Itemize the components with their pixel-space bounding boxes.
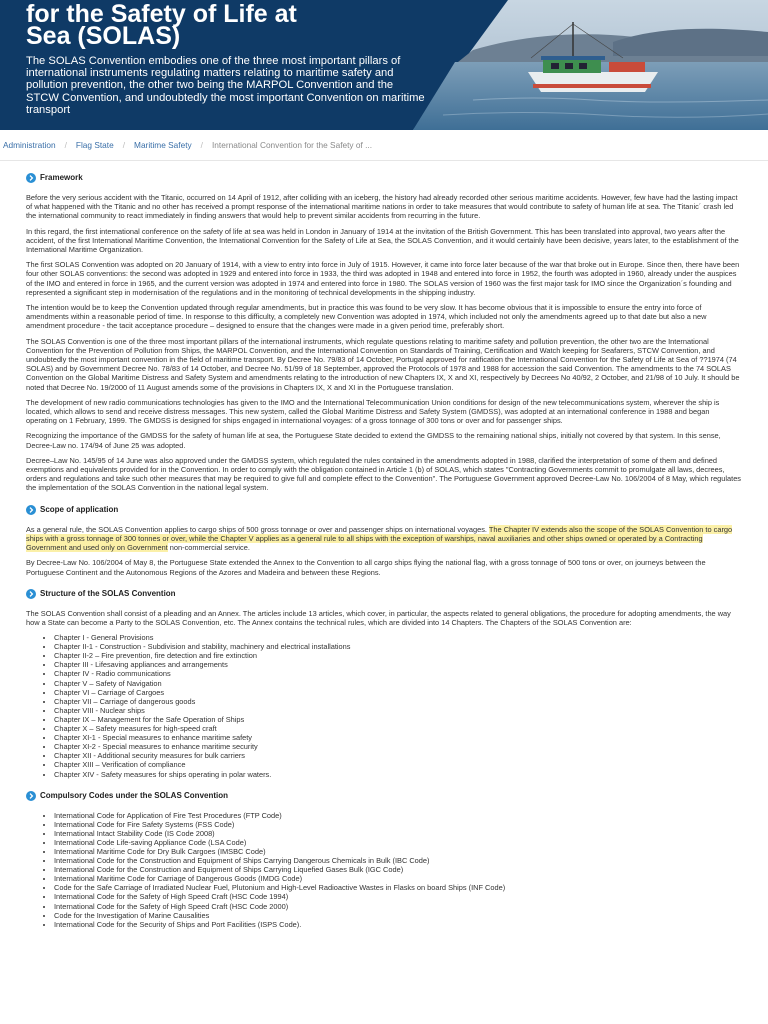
section-heading-structure <box>26 589 742 599</box>
paragraph-text: non-commercial service. <box>167 543 250 553</box>
paragraph <box>26 525 742 553</box>
paragraph: Before the very serious accident with the Titanic, occurred on 14 April of 1912, after colliding with an iceberg, the history had already recorded other serious maritime accidents. However, few have had the lasting impact of what happened with the Titanic and no other has received a prompt response of the international maritime nations in order to take measures that would contribute to safety of human life at sea. The Titanic´ crash led the international community to react immediately in finding answers that would help to prevent similar accidents from recurring in the future. <box>26 193 738 221</box>
breadcrumb-separator: / <box>64 140 67 150</box>
article-content <box>0 161 768 929</box>
hero-banner <box>0 0 768 130</box>
list-item: • International Code Life-saving Appliance Code (LSA Code) <box>54 838 742 847</box>
chevron-right-circle-icon <box>26 791 36 801</box>
paragraph: The first SOLAS Convention was adopted on 20 January of 1914, with a view to entry into force in July of 1915. However, it came into force later because of the war that broke out in Europe. Since then, there have been four other SOLAS conventions: the second was adopted in 1929 and entered into force in 1933, the third was adopted in 1948 and entered into force in 1952, the fourth was adopted in 1960, already under the auspices of the IMO and entered in force in 1965, and the current version was adopted in 1974 and entered into force in 1980. The SOLAS version of 1960 was the first major task for IMO since the Organization´s founding and represented a significant step in modernisation of the regulations and in the monitoring of technical developments in the shipping industry. <box>26 260 740 297</box>
paragraph: The intention would be to keep the Convention updated through regular amendments, but in practice this was found to be very slow. It has become obvious that it is impossible to ensure the entry into force of amendments within a reasonable period of time. In response to this difficulty, a completely new Convention was adopted in 1974, which included not only the amendments agreed up to that date but also a new amendment procedure - the tacit acceptance procedure – designed to ensure that the changes were made in a given period time, preferably short. <box>26 303 707 331</box>
list-item: • Chapter XIII – Verification of compliance <box>54 760 742 769</box>
list-item: • Chapter VIII - Nuclear ships <box>54 706 742 715</box>
list-item: • Chapter II-1 - Construction - Subdivision and stability, machinery and electrical installations <box>54 642 742 651</box>
paragraph: The SOLAS Convention shall consist of a pleading and an Annex. The articles include 13 articles, which cover, in particular, the aspects related to general obligations, the procedure for adopting amendments, the way how a State can become a Party to the SOLAS Convention, etc. The Annex contains the technical rules, which are divided into 14 Chapters. The Chapters of the SOLAS Convention are: <box>26 608 731 627</box>
chevron-right-circle-icon <box>26 505 36 515</box>
list-item: • International Code for Fire Safety Systems (FSS Code) <box>54 820 742 829</box>
highlighted-text: The Chapter IV extends also the scope of the SOLAS Convention to cargo ships with a gross tonnage of 300 tonnes or over, while the Chapter V applies as a general rule to all ships with the exception of warships, naval auxiliaries and other ships owned or operated by a Contracting Government and used only on Government <box>26 524 733 553</box>
section-title: Scope of application <box>40 505 119 515</box>
list-item: • Chapter VII – Carriage of dangerous goods <box>54 697 742 706</box>
breadcrumb-separator: / <box>200 140 203 150</box>
breadcrumb-maritime-safety[interactable]: Maritime Safety <box>134 140 192 150</box>
chevron-right-circle-icon <box>26 173 36 183</box>
paragraph: The development of new radio communications technologies has given to the IMO and the International Telecommunication Union conditions for design of the new telecommunications system, wherever the ship is located, which allows to send and receive distress messages. This new system, called the Global Maritime Distress and Safety System (GMDSS), was adopted at an international conference in 1988 and began operating on 1 February, 1999. The GMDSS is designed for ships engaged in international voyages: of a gross tonnage of 300 tons or over and for passenger ships. <box>26 397 720 426</box>
breadcrumb-flag-state[interactable]: Flag State <box>75 140 114 150</box>
list-item: • International Code for the Safety of High Speed Craft (HSC Code 1994) <box>54 892 742 901</box>
list-item: • International Code for Application of Fire Test Procedures (FTP Code) <box>54 811 742 820</box>
list-item: • Chapter XI-1 - Special measures to enhance maritime safety <box>54 733 742 742</box>
list-item: • Chapter II-2 – Fire prevention, fire detection and fire extinction <box>54 651 742 660</box>
section-title: Framework <box>40 173 83 183</box>
list-item: • International Code for the Safety of High Speed Craft (HSC Code 2000) <box>54 902 742 911</box>
list-item: • Code for the Investigation of Marine Causalities <box>54 911 742 920</box>
list-item: • Chapter IX – Management for the Safe Operation of Ships <box>54 715 742 724</box>
paragraph: Recognizing the importance of the GMDSS for the safety of human life at sea, the Portuguese State decided to extend the GMDSS to the remaining national ships, initially not covered by that system. In this sense, Decree-Law no. 174/94 of June 25 was adopted. <box>26 431 721 450</box>
breadcrumb <box>0 130 768 161</box>
list-item: • Chapter VI – Carriage of Cargoes <box>54 688 742 697</box>
page-title-line-1: for the Safety of Life at <box>26 0 297 28</box>
list-item: • International Intact Stability Code (IS Code 2008) <box>54 829 742 838</box>
list-item: • Chapter V – Safety of Navigation <box>54 679 742 688</box>
list-item: • Chapter XI-2 - Special measures to enhance maritime security <box>54 742 742 751</box>
section-title: Compulsory Codes under the SOLAS Convention <box>40 791 229 800</box>
paragraph: The SOLAS Convention is one of the three most important pillars of the international instruments, which regulate questions relating to maritime safety and pollution prevention, the other two are the International Convention for the Prevention of Pollution from Ships, the MARPOL Convention, and the International Convention on Standards of Training, Certification and Watch keeping for Seafarers, STCW Convention, and undoubtedly the most important convention in the field of maritime transport. By Decree No. 79/83 of 14 October, Portugal approved for ratification the International Convention for the Safety of Life at Sea of ??1974 (74 SOLAS) and by Government Decree No. 78/83 of 14 October, and Decree No. 51/99 of 18 September, approved the Protocols of 1978 and 1988 for accession the said Convention. The amendments to the 74 SOLAS Convention on the Global Maritime Distress and Safety System and amendments relating to the introduction of new Chapters IX, X and XI, respectively by Decrees No 40/92, 2 October, and 21/98 of 10 July. It should be noted that Decree No. 19/2000 of 11 August amends some of the provisions in Chapters IX, X and XI in the Portuguese translation. <box>26 336 740 392</box>
list-item: • Chapter XII - Additional security measures for bulk carriers <box>54 751 742 760</box>
breadcrumb-current: International Convention for the Safety of ... <box>211 140 373 150</box>
hero-text <box>26 0 426 116</box>
paragraph: By Decree-Law No. 106/2004 of May 8, the Portuguese State extended the Annex to the Convention to all cargo ships flying the national flag, with a gross tonnage of 500 tons or over, on journeys between the Portuguese Continent and the Autonomous Regions of the Azores and Madeira and between these Regions. <box>26 558 706 577</box>
breadcrumb-separator: / <box>122 140 126 150</box>
hero-boat-photo <box>413 0 768 130</box>
list-item: • International Code for the Security of Ships and Port Facilities (ISPS Code). <box>54 920 742 929</box>
page-title <box>26 0 426 50</box>
section-heading-codes <box>26 791 742 801</box>
list-item: • Chapter IV - Radio communications <box>54 669 742 678</box>
hero-description: The SOLAS Convention embodies one of the three most important pillars of international instruments regulating matters relating to maritime safety and pollution prevention, the other two being the MARPOL Convention and the STCW Convention, and undoubtedly the most important Convention on maritime transport <box>26 55 425 116</box>
list-item: • International Code for the Construction and Equipment of Ships Carrying Dangerous Chemicals in Bulk (IBC Code) <box>54 856 742 865</box>
section-heading-scope <box>26 505 742 515</box>
list-item: • International Maritime Code for Dry Bulk Cargoes (IMSBC Code) <box>54 847 742 856</box>
list-item: • Chapter III - Lifesaving appliances and arrangements <box>54 660 742 669</box>
codes-list <box>26 811 742 929</box>
chevron-right-circle-icon <box>26 589 36 599</box>
section-title: Structure of the SOLAS Convention <box>40 589 176 599</box>
list-item: • Chapter X – Safety measures for high-speed craft <box>54 724 742 733</box>
list-item: • International Maritime Code for Carriage of Dangerous Goods (IMDG Code) <box>54 874 742 883</box>
list-item: • Chapter I - General Provisions <box>54 633 742 642</box>
list-item: • Code for the Safe Carriage of Irradiated Nuclear Fuel, Plutonium and High-Level Radioactive Wastes in Flasks on board Ships (INF Code) <box>54 883 742 892</box>
paragraph: In this regard, the first international conference on the safety of life at sea was held in London in January of 1914 at the invitation of the British Government. This has been translated into approval, two years after the accident, of the first International Maritime Convention, the International Convention for the Safety of Life at Sea, the SOLAS Convention, and it would certainly have been decisive, years later, to the establishment of the International Maritime Organization. <box>26 226 739 255</box>
section-heading-framework <box>26 173 742 183</box>
page-title-line-2: Sea (SOLAS) <box>26 22 181 50</box>
chapter-list <box>26 633 742 779</box>
paragraph: Decree–Law No. 145/95 of 14 June was also approved under the GMDSS system, which regulated the rules contained in the amendments adopted in 1988, clarified the interpretation of some of them and defined exemptions and equivalents provided for in the Convention. In order to comply with the obligation contained in Article 1 (b) of SOLAS, which states "Contracting Governments commit to promulgate all laws, decrees, orders and regulations and take such other measures that may be required to give full and complete effect to the Convention". The Portuguese Government approved Decree-Law No. 106/2004 of 8 May, which regulates the implementation of the SOLAS Convention in the national legal system. <box>26 455 742 493</box>
breadcrumb-administration[interactable]: Administration <box>3 140 56 150</box>
list-item: • International Code for the Construction and Equipment of Ships Carrying Liquefied Gases Bulk (IGC Code) <box>54 865 742 874</box>
paragraph-text: As a general rule, the SOLAS Convention applies to cargo ships of 500 gross tonnage or over and passenger ships on international voyages. <box>26 524 489 534</box>
list-item: • Chapter XIV - Safety measures for ships operating in polar waters. <box>54 770 742 779</box>
